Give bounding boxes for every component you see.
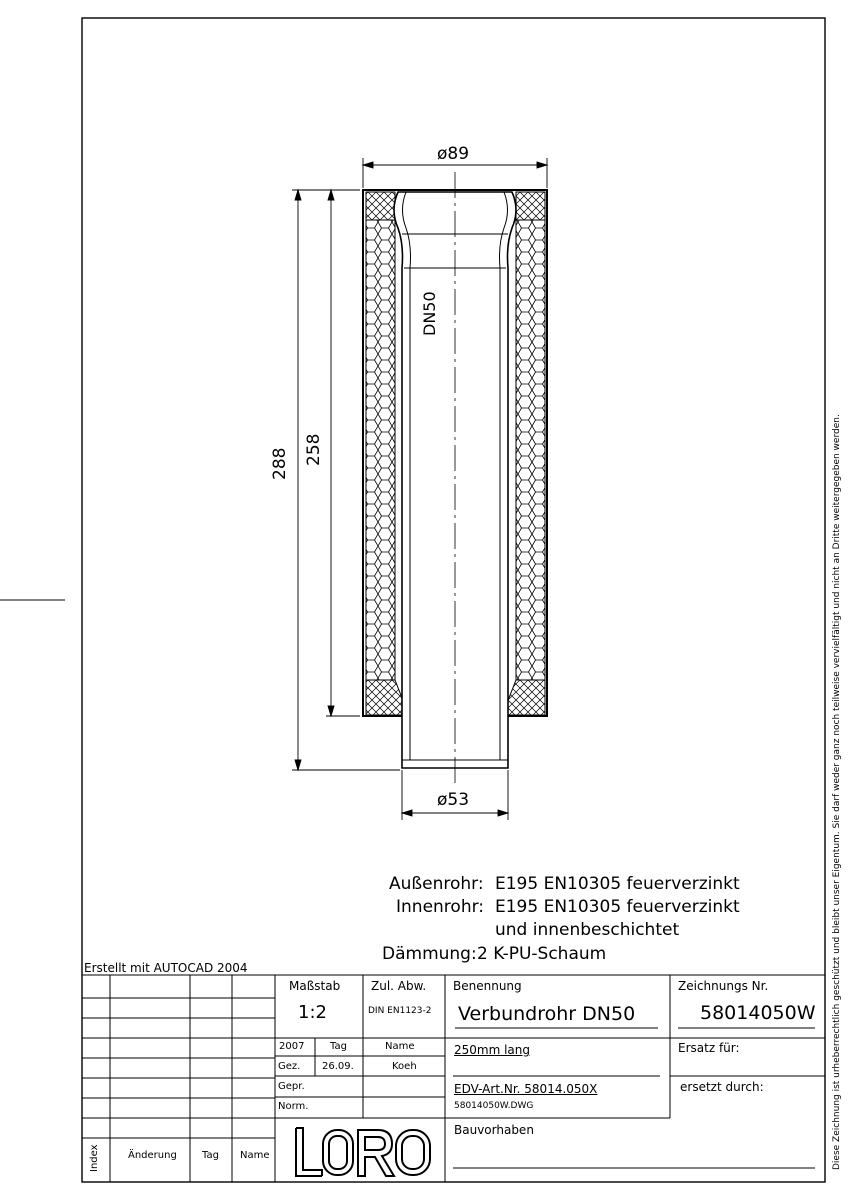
checked-label: Gepr. [278,1081,305,1092]
rev-index-header: Index [89,1144,100,1172]
tolerance-value: DIN EN1123-2 [368,1006,432,1016]
insulation-right [507,192,545,715]
person-header: Name [385,1041,415,1052]
name-value: Verbundrohr DN50 [458,1003,636,1025]
length-note: 250mm lang [454,1043,531,1057]
drawing-number-value: 58014050W [700,1002,816,1024]
dim-total-length-label: 288 [270,447,290,480]
rev-change-header: Änderung [128,1150,177,1161]
drawn-label: Gez. [278,1061,301,1072]
project-label: Bauvorhaben [454,1123,534,1137]
edv-article-number: EDV-Art.Nr. 58014.050X [454,1082,598,1096]
replaced-by-label: ersetzt durch: [680,1080,764,1094]
dim-inner-diameter-label: ø53 [437,790,470,810]
rev-name-header: Name [240,1150,270,1161]
replacement-for-label: Ersatz für: [678,1041,740,1055]
note-insulation-label: Dämmung: [382,944,477,964]
dim-outer-diameter-label: ø89 [437,144,470,164]
norm-label: Norm. [278,1101,309,1112]
name-label: Benennung [453,979,522,993]
insulation-left [366,192,404,715]
note-inner-pipe-label: Innenrohr: [396,897,485,917]
dim-insulated-length-label: 258 [304,433,324,466]
drawing-number-label: Zeichnungs Nr. [678,979,769,993]
created-with-note: Erstellt mit AUTOCAD 2004 [84,961,248,975]
dim-nominal-size-label: DN50 [420,291,439,336]
dim-insulated-length [326,190,360,716]
scale-label: Maßstab [289,979,341,993]
copyright-side-note: Diese Zeichnung ist urheberrechtlich geschützt und bleibt unser Eigentum. Sie darf weder ganz noch teilweise vervielfältigt und nicht an Dritte weitergegeben werden. [832,414,842,1170]
tolerance-label: Zul. Abw. [371,979,427,993]
note-outer-pipe-label: Außenrohr: [389,874,484,894]
note-insulation-value: 2 K-PU-Schaum [477,944,607,964]
note-inner-pipe-value: E195 EN10305 feuerverzinkt [495,897,740,917]
day-header: Tag [330,1041,347,1052]
year-cell: 2007 [279,1041,305,1052]
file-name: 58014050W.DWG [454,1101,534,1111]
rev-day-header: Tag [202,1150,219,1161]
note-outer-pipe-value: E195 EN10305 feuerverzinkt [495,874,740,894]
scale-value: 1:2 [298,1002,327,1023]
drawn-by: Koeh [392,1061,417,1072]
loro-logo [296,1128,430,1176]
note-inner-pipe-value2: und innenbeschichtet [495,920,680,940]
drawn-date: 26.09. [322,1061,354,1072]
